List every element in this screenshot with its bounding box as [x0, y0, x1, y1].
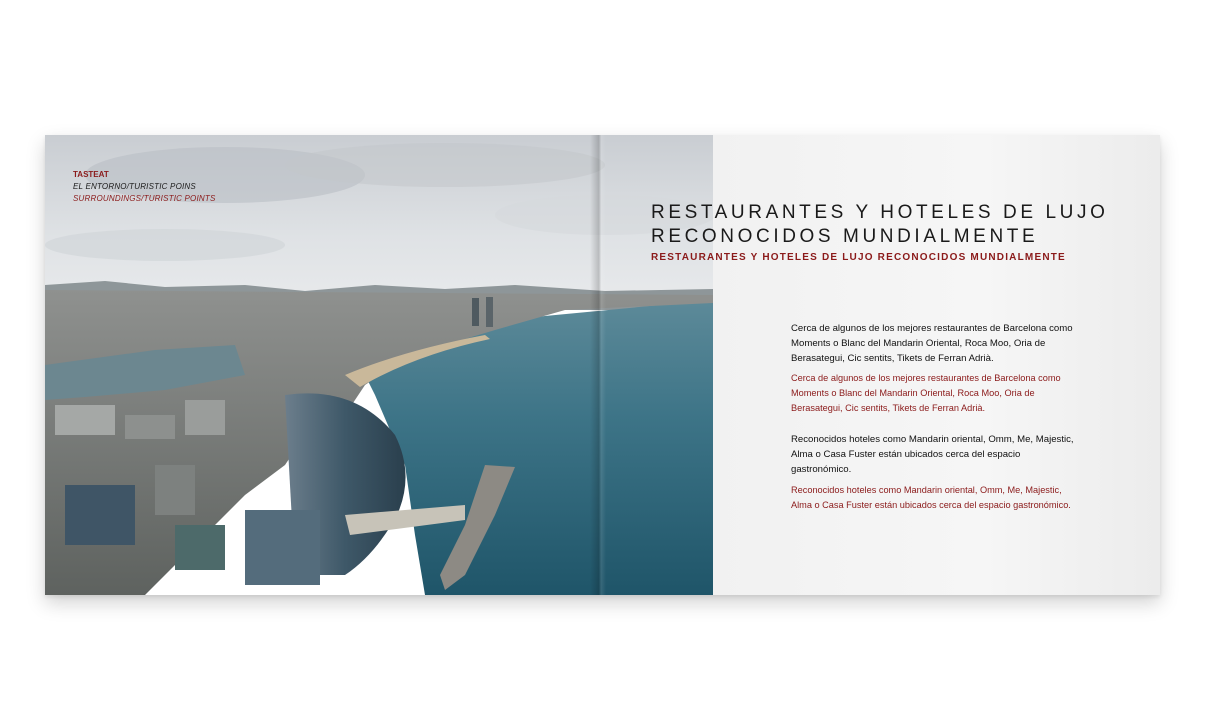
page-fold-shadow — [590, 135, 606, 595]
restaurants-paragraph-en: Cerca de algunos de los mejores restaurantes de Barcelona como Moments o Blanc del Mandarin Oriental, Roca Moo, Oria de Berasategui, Cic sentits, Tikets de Ferran Adrià. — [791, 373, 1061, 413]
hotels-paragraph-es: Reconocidos hoteles como Mandarin oriental, Omm, Me, Majestic, Alma o Casa Fuster están ubicados cerca del espacio gastronómico. — [791, 434, 1074, 475]
restaurants-paragraph-es: Cerca de algunos de los mejores restaurantes de Barcelona como Moments o Blanc del Mandarin Oriental, Roca Moo, Oria de Berasategui, Cic sentits, Tikets de Ferran Adrià. — [791, 323, 1073, 364]
page-title-line1: RESTAURANTES Y HOTELES DE LUJO — [651, 202, 1109, 223]
barcelona-aerial-photo — [45, 135, 713, 595]
page-subtitle: RESTAURANTES Y HOTELES DE LUJO RECONOCIDOS MUNDIALMENTE — [651, 252, 1066, 263]
page-title — [651, 201, 1108, 249]
section-label-en: SURROUNDINGS/TURISTIC POINTS — [73, 194, 216, 203]
section-label-es: EL ENTORNO/TURISTIC POINS — [73, 182, 196, 191]
brochure-spread — [45, 135, 1160, 595]
brand-label: TASTEAT — [73, 170, 109, 179]
section-header — [73, 169, 216, 205]
hotels-paragraph-en: Reconocidos hoteles como Mandarin oriental, Omm, Me, Majestic, Alma o Casa Fuster están ubicados cerca del espacio gastronómico. — [791, 485, 1071, 510]
page-title-line2: RECONOCIDOS MUNDIALMENTE — [651, 226, 1039, 247]
